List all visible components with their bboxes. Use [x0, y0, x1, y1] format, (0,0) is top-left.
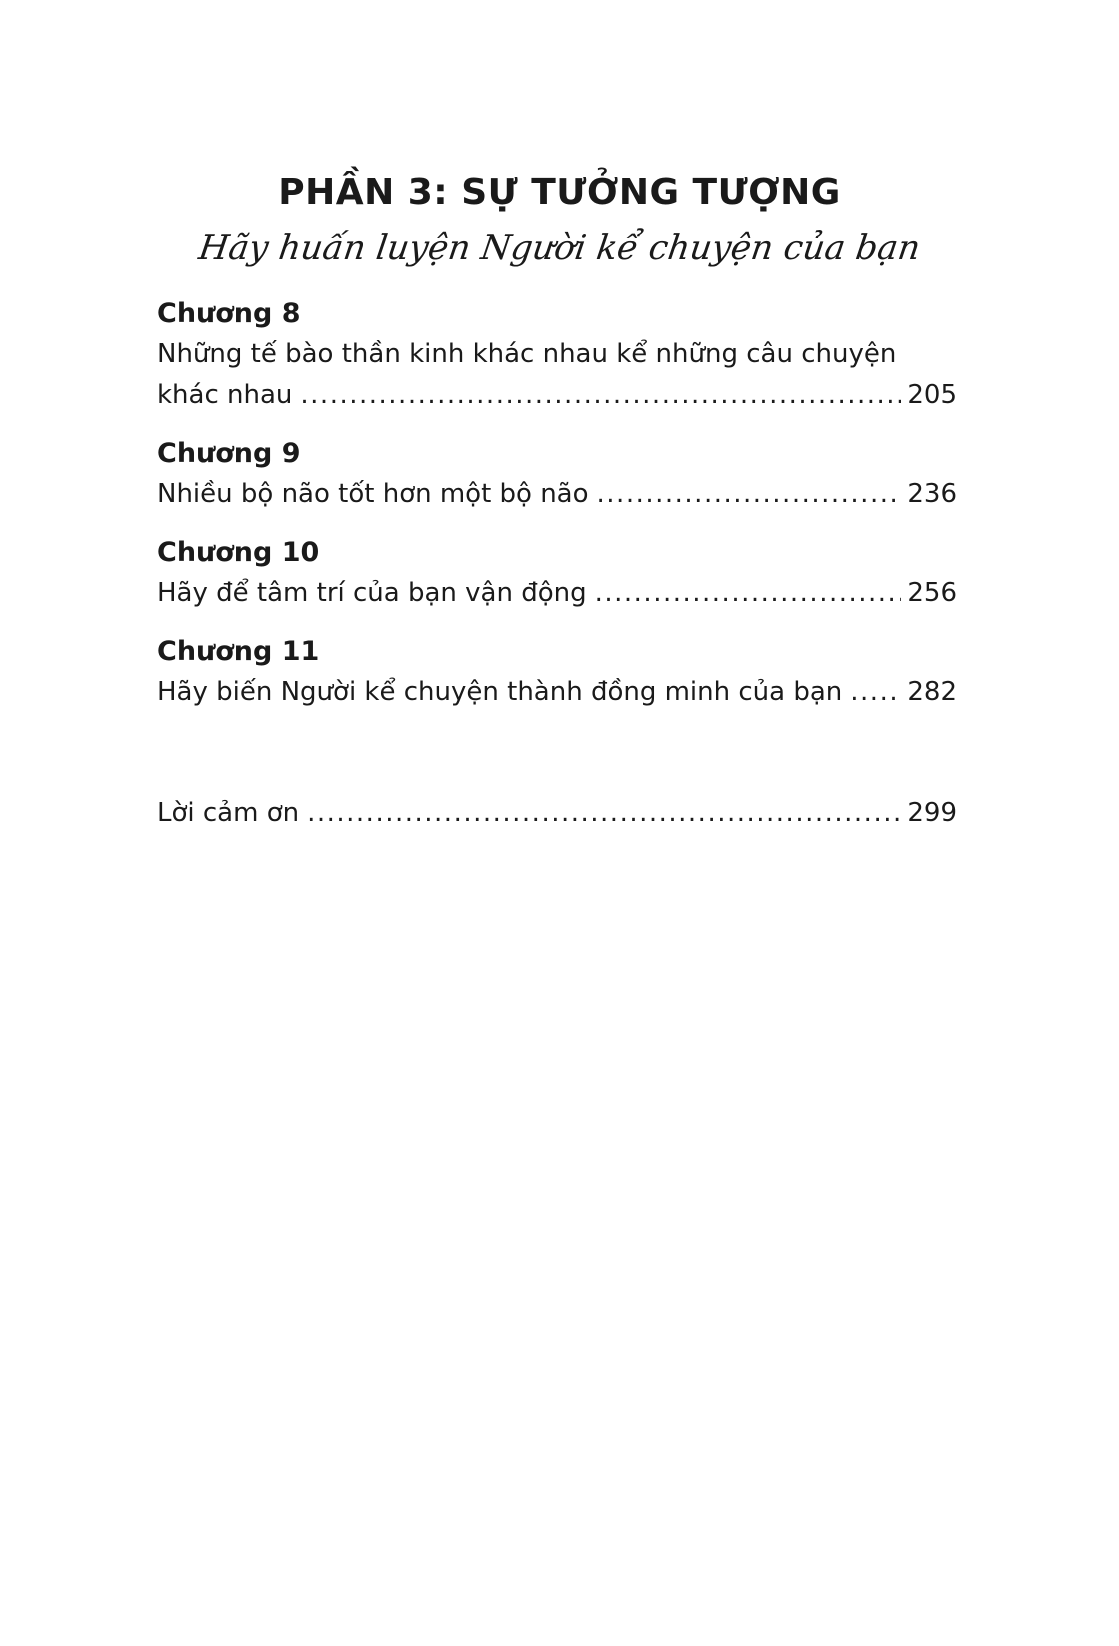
toc-entry-row[interactable]	[157, 793, 957, 834]
toc-entry-row[interactable]	[157, 474, 957, 515]
toc-entry-row[interactable]	[157, 375, 957, 416]
table-of-contents	[157, 294, 957, 731]
page-number: 256	[907, 578, 957, 608]
chapter-title: Hãy để tâm trí của bạn vận động	[157, 578, 587, 608]
chapter-label: Chương 10	[157, 537, 320, 568]
dot-leader	[307, 793, 901, 834]
chapter-title: khác nhau	[157, 380, 293, 410]
toc-chapter-10	[157, 533, 957, 614]
part-subtitle: Hãy huấn luyện Người kể chuyện của bạn	[196, 228, 923, 268]
acknowledgements-title: Lời cảm ơn	[157, 798, 300, 828]
page-number: 299	[907, 798, 957, 828]
toc-chapter-8	[157, 294, 957, 416]
chapter-title: Nhiều bộ não tốt hơn một bộ não	[157, 479, 589, 509]
chapter-title: Hãy biến Người kể chuyện thành đồng minh của bạn	[157, 677, 843, 707]
dot-leader	[300, 375, 901, 416]
toc-acknowledgements	[157, 793, 957, 834]
page-number: 282	[907, 677, 957, 707]
toc-entry-row[interactable]	[157, 573, 957, 614]
toc-entry-row[interactable]	[157, 672, 957, 713]
dot-leader	[595, 573, 902, 614]
chapter-title-line: Những tế bào thần kinh khác nhau kể những câu chuyện	[157, 339, 897, 369]
page-number: 205	[907, 380, 957, 410]
part-title: PHẦN 3: SỰ TƯỞNG TƯỢNG	[278, 172, 841, 213]
chapter-label: Chương 9	[157, 438, 301, 469]
toc-chapter-9	[157, 434, 957, 515]
page-number: 236	[907, 479, 957, 509]
toc-chapter-11	[157, 632, 957, 713]
dot-leader	[850, 672, 901, 713]
dot-leader	[597, 474, 902, 515]
chapter-label: Chương 11	[157, 636, 320, 667]
chapter-label: Chương 8	[157, 298, 301, 329]
